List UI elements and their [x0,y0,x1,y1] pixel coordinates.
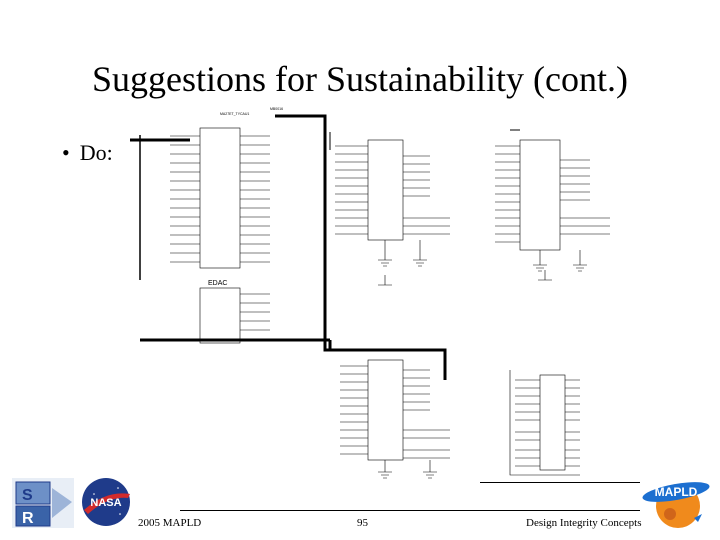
svg-text:NASA: NASA [90,497,122,509]
svg-text:R: R [22,510,34,527]
footer-rule-short [480,482,640,483]
bullet-do [62,140,113,166]
footer-conference: 2005 MAPLD [138,517,202,529]
bullet-marker: • [62,140,70,165]
svg-text:MAPLD: MAPLD [654,485,698,499]
bullet-text: Do: [79,140,113,165]
footer-page-number: 95 [357,517,368,529]
svg-text:S: S [22,487,33,504]
slide-title: Suggestions for Sustainability (cont.) [92,59,628,99]
schematic-diagram [120,100,640,485]
edac-label: EDAC [208,280,228,287]
sr-logo-icon [12,478,74,528]
nasa-logo-icon [80,476,132,528]
footer-rule [180,510,640,511]
schematic-chip-label: MA27ET_TYCAU1 [220,112,250,116]
footer-company: Design Integrity Concepts [526,517,642,529]
mapld-logo-icon [640,474,712,532]
schematic-top-label: MB0016 [270,107,284,111]
